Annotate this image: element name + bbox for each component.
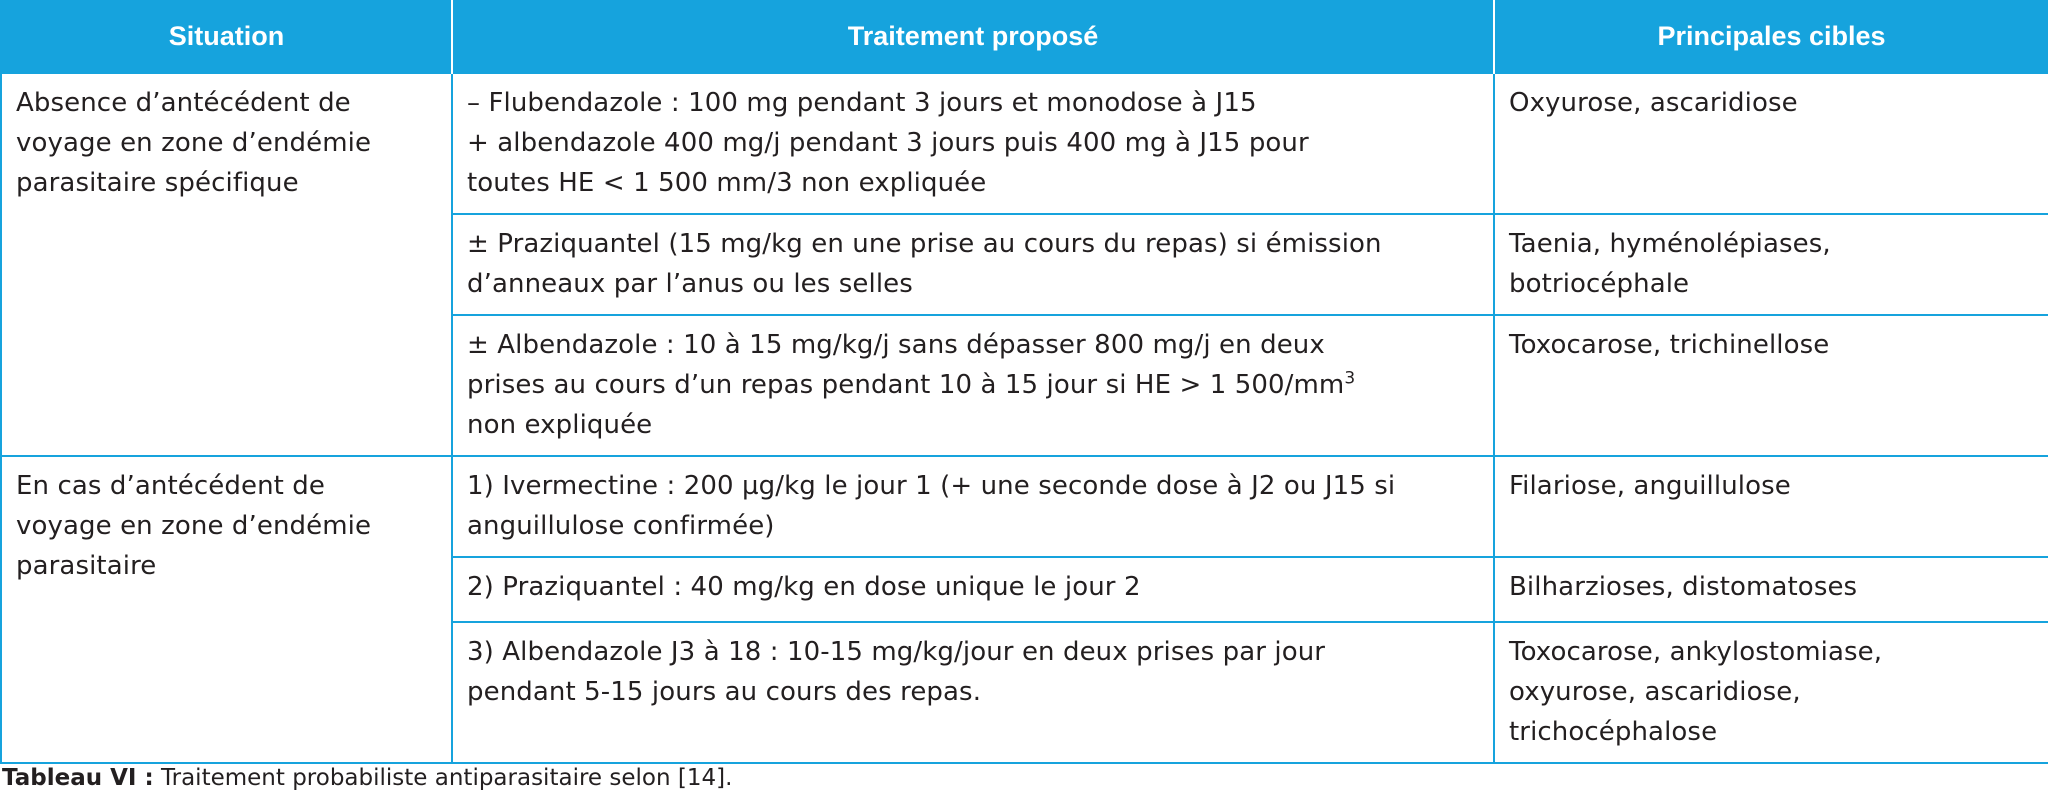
header-row: [1, 0, 2048, 73]
targets-cell: Toxocarose, trichinellose: [1494, 315, 2048, 456]
targets-cell: Filariose, anguillulose: [1494, 456, 2048, 557]
targets-cell: Oxyurose, ascaridiose: [1494, 73, 2048, 214]
header-treatment: Traitement proposé: [452, 0, 1494, 73]
situation-cell: En cas d’antécédent de voyage en zone d’endémie parasitaire: [1, 456, 452, 763]
table-row: [1, 73, 2048, 214]
situation-cell: Absence d’antécédent de voyage en zone d’endémie parasitaire spécifique: [1, 73, 452, 456]
caption-label: Tableau VI :: [2, 765, 154, 791]
treatment-cell: – Flubendazole : 100 mg pendant 3 jours et monodose à J15 + albendazole 400 mg/j pendant 3 jours puis 400 mg à J15 pour toutes HE < 1 500 mm/3 non expliquée: [452, 73, 1494, 214]
treatment-cell: 3) Albendazole J3 à 18 : 10-15 mg/kg/jour en deux prises par jour pendant 5-15 jours au cours des repas.: [452, 622, 1494, 763]
caption-text: Traitement probabiliste antiparasitaire selon [14].: [153, 765, 733, 791]
treatment-text-end: non expliquée: [467, 410, 653, 440]
treatment-cell: 2) Praziquantel : 40 mg/kg en dose unique le jour 2: [452, 557, 1494, 622]
treatment-cell: [452, 315, 1494, 456]
table-body: [1, 73, 2048, 763]
table-row: [1, 456, 2048, 557]
header-situation: Situation: [1, 0, 452, 73]
treatment-cell: 1) Ivermectine : 200 µg/kg le jour 1 (+ une seconde dose à J2 ou J15 si anguillulose confirmée): [452, 456, 1494, 557]
superscript-exponent: 3: [1344, 368, 1356, 389]
targets-cell: Toxocarose, ankylostomiase, oxyurose, ascaridiose, trichocéphalose: [1494, 622, 2048, 763]
treatment-cell: ± Praziquantel (15 mg/kg en une prise au cours du repas) si émission d’anneaux par l’anus ou les selles: [452, 214, 1494, 315]
header-targets: Principales cibles: [1494, 0, 2048, 73]
targets-cell: Bilharzioses, distomatoses: [1494, 557, 2048, 622]
table-caption: [2, 764, 732, 792]
targets-cell: Taenia, hyménolépiases, botriocéphale: [1494, 214, 2048, 315]
treatment-text: ± Albendazole : 10 à 15 mg/kg/j sans dépasser 800 mg/j en deux prises au cours d’un repas pendant 10 à 15 jour si HE > 1 500/mm: [467, 330, 1345, 400]
table-header: [1, 0, 2048, 73]
